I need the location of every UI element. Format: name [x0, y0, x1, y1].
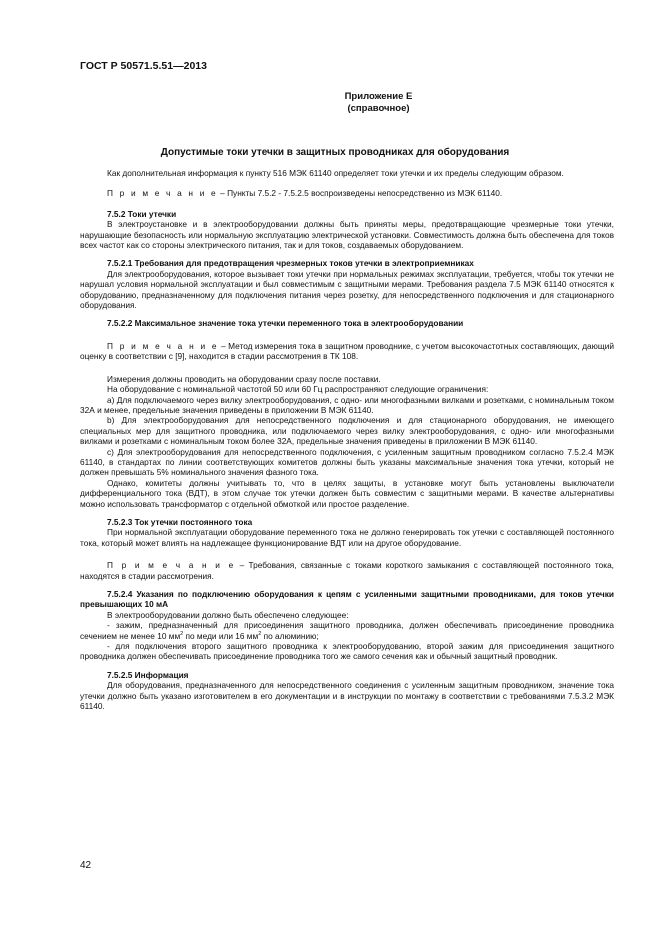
heading-7-5-2-1: 7.5.2.1 Требования для предотвращения чрезмерных токов утечки в электроприемниках	[107, 258, 474, 269]
paragraph-7-5-2-2-limits: На оборудование с номинальной частотой 50 или 60 Гц распространяют следующие ограничения:	[107, 384, 489, 395]
heading-7-5-2: 7.5.2 Токи утечки	[107, 208, 177, 219]
heading-7-5-2-5: 7.5.2.5 Информация	[107, 669, 189, 680]
intro-paragraph: Как дополнительная информация к пункту 516 МЭК 61140 определяет токи утечки и их пределы следующим образом.	[107, 168, 564, 178]
heading-7-5-2-4: 7.5.2.4 Указания по подключению оборудования к цепям с усиленными защитными проводниками, для токов утечки превышающих 10 мА	[80, 589, 614, 610]
paragraph-7-5-2-3: При нормальной эксплуатации оборудование переменного тока не должно генерировать ток утечки с составляющей постоянного тока, который может влиять на надлежащее функционирование ВДТ или на другое оборудование.	[80, 527, 614, 548]
annex-block	[80, 91, 581, 114]
note-paragraph	[80, 188, 614, 198]
list-item-a: а) Для подключаемого через вилку электрооборудования, с одно- или многофазными вилками и розетками, с номинальным током 32А и менее, предельные значения приведены в приложении В МЭК 61140.	[80, 394, 614, 415]
note-text: – Метод измерения тока в защитном проводнике, с учетом высокочастотных составляющих, дающий оценку в соответствии с [9], находится в стадии рассмотрения в ТК 108.	[80, 340, 614, 362]
heading-7-5-2-2: 7.5.2.2 Максимальное значение тока утечки переменного тока в электрооборудовании	[107, 318, 464, 329]
section-title: Допустимые токи утечки в защитных проводниках для оборудования	[160, 147, 510, 158]
list-item-b: b) Для электрооборудования для непосредственного подключения и для стационарного оборудования, не имеющего специальных мер для защитного проводника, или подключаемого через вилку электрооборудования, с одно- или многофазными вилками и розетками с номинальным током более 32А, предельные значения приведены в приложении В МЭК 61140.	[80, 415, 614, 447]
note-label: П р и м е ч а н и е	[107, 188, 218, 199]
dash-item-text: по меди или 16 мм	[183, 630, 259, 641]
superscript: 2	[258, 630, 262, 637]
paragraph-7-5-2-5: Для оборудования, предназначенного для непосредственного соединения с усиленным защитным проводником, значение тока утечки должно быть указано изготовителем в его документации и в инструкции по монтажу в соответствии с требованиями 7.5.3.2 МЭК 61140.	[80, 680, 614, 712]
dash-item-text: - зажим, предназначенный для присоединения защитного проводника, должен обеспечивать присоединение проводника сечением не менее 10 мм	[80, 620, 614, 641]
note-paragraph	[80, 341, 614, 362]
superscript: 2	[180, 630, 184, 637]
note-text: – Требования, связанные с токами короткого замыкания с составляющей постоянного тока, находятся в стадии рассмотрения.	[80, 560, 614, 581]
page-number: 42	[80, 860, 92, 871]
paragraph-7-5-2-2-rcd: Однако, комитеты должны учитывать то, что в целях защиты, в установке могут быть установлены выключатели дифференциального тока (ВДТ), в этом случае ток утечки должен быть совместим с защитными мерами. В качестве альтернативы можно использовать трансформатор с отдельной обмоткой или простое разделение.	[80, 477, 614, 509]
paragraph-7-5-2-1: Для электрооборудования, которое вызывает токи утечки при нормальных режимах эксплуатации, требуется, чтобы ток утечки не нарушал условия нормальной эксплуатации и был совместимым с защитными мерами. Требования раздела 7.5 МЭК 61140 относятся к оборудованию, предназначенному для подключения питания через розетку, для непосредственного подключения и для стационарного оборудования.	[80, 268, 614, 311]
note-label: П р и м е ч а н и е	[107, 560, 236, 571]
dash-item-second-terminal: - для подключения второго защитного проводника к электрооборудованию, второй зажим для присоединения защитного проводника должен обеспечивать присоединение проводника того же самого сечения как и обычный защитный проводник.	[80, 641, 614, 662]
dash-item-terminal	[80, 620, 614, 641]
note-label: П р и м е ч а н и е	[107, 340, 219, 351]
note-paragraph	[80, 560, 614, 581]
dash-item-text: по алюминию;	[261, 630, 319, 641]
annex-subtitle: (справочное)	[347, 103, 410, 114]
document-body	[80, 168, 614, 711]
annex-title: Приложение Е	[344, 91, 413, 102]
standard-header: ГОСТ Р 50571.5.51—2013	[80, 60, 207, 72]
list-item-c: с) Для электрооборудования для непосредственного подключения, с усиленным защитным проводником согласно 7.5.2.4 МЭК 61140, в стандартах по линии соответствующих комитетов должны быть указаны максимальные значения тока утечки, который не должен превышать 5% номинального значения фазного тока.	[80, 446, 614, 478]
note-text: – Пункты 7.5.2 - 7.5.2.5 воспроизведены непосредственно из МЭК 61140.	[217, 188, 503, 199]
paragraph-7-5-2-2-measure: Измерения должны проводить на оборудовании сразу после поставки.	[107, 373, 381, 384]
paragraph-7-5-2: В электроустановке и в электрооборудовании должны быть приняты меры, предотвращающие чрезмерные токи утечки, нарушающие безопасность или нормальную эксплуатацию электрической установки. Совместимость должна быть обеспечена для токов всех частот как со стороны электрического питания, так и для токов, создаваемых оборудованием.	[80, 219, 614, 251]
paragraph-7-5-2-4: В электрооборудовании должно быть обеспечено следующее:	[107, 609, 349, 620]
heading-7-5-2-3: 7.5.2.3 Ток утечки постоянного тока	[107, 516, 253, 527]
